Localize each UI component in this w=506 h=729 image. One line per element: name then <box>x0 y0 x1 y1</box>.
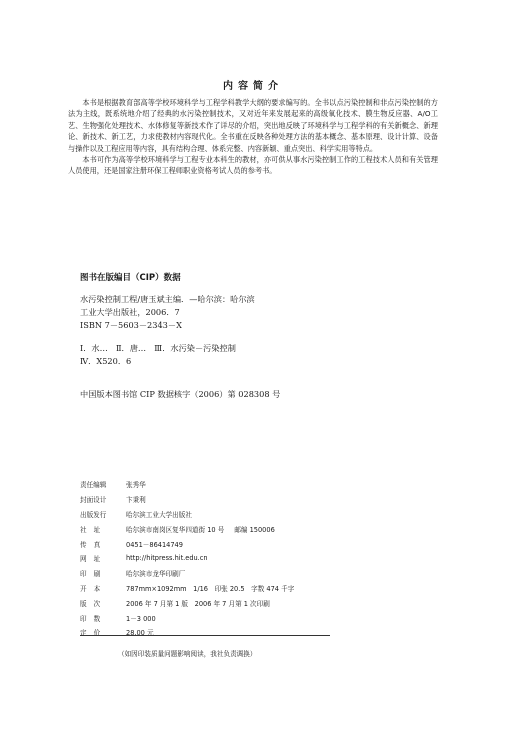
colophon-value: 2006 年 7 月第 1 版 2006 年 7 月第 1 次印刷 <box>126 599 270 608</box>
address: 哈尔滨市南岗区复华四道街 10 号 <box>126 525 225 534</box>
colophon-row <box>80 536 440 551</box>
postcode: 邮编 150006 <box>234 525 275 534</box>
cip-number: 中国版本图书馆 CIP 数据核字（2006）第 028308 号 <box>80 389 281 399</box>
colophon-row <box>80 566 440 581</box>
colophon-label: 社址 <box>80 525 108 534</box>
colophon-label: 开本 <box>80 584 108 593</box>
website-link[interactable]: http://hitpress.hit.edu.cn <box>126 554 208 563</box>
colophon-value: 1－3 000 <box>126 614 156 623</box>
colophon-row <box>80 625 440 640</box>
colophon-value <box>126 524 275 534</box>
intro-body <box>68 97 438 177</box>
cip-classification: Ⅰ．水… Ⅱ．唐… Ⅲ．水污染－污染控制 <box>80 343 236 353</box>
colophon-label: 版次 <box>80 599 108 608</box>
divider-rule <box>80 635 330 636</box>
colophon-row <box>80 507 440 522</box>
colophon-label: 出版发行 <box>80 510 107 519</box>
colophon-value: 0451－86414749 <box>126 540 183 549</box>
colophon-row <box>80 521 440 536</box>
colophon-label: 封面设计 <box>80 496 107 505</box>
cip-classification: Ⅳ．X520．6 <box>80 356 132 366</box>
intro-title: 内容简介 <box>223 81 283 92</box>
colophon-row <box>80 492 440 507</box>
colophon-value: 张秀华 <box>126 481 146 490</box>
colophon-label: 传真 <box>80 540 108 549</box>
colophon-value: 卞秉利 <box>126 496 146 505</box>
cip-line: 工业大学出版社，2006．7 <box>80 307 180 317</box>
colophon-row <box>80 610 440 625</box>
intro-paragraph: 本书可作为高等学校环境科学与工程专业本科生的教材，亦可供从事水污染控制工作的工程技术人员和有关管理人员使用，还是国家注册环保工程师职业资格考试人员的参考书。 <box>68 155 438 176</box>
colophon-label: 责任编辑 <box>80 481 107 490</box>
colophon-value: 哈尔滨市龙华印刷厂 <box>126 570 186 579</box>
colophon-label: 印数 <box>80 614 108 623</box>
cip-line: 水污染控制工程/唐玉斌主编．—哈尔滨：哈尔滨 <box>80 294 255 304</box>
colophon-row <box>80 595 440 610</box>
colophon-label: 定价 <box>80 629 108 638</box>
cip-isbn: ISBN 7－5603－2343－X <box>80 320 182 330</box>
colophon-row <box>80 477 440 492</box>
colophon-row <box>80 551 440 566</box>
colophon-row <box>80 581 440 596</box>
cip-title: 图书在版编目（CIP）数据 <box>80 273 181 283</box>
colophon-value: 哈尔滨工业大学出版社 <box>126 510 192 519</box>
cip-record <box>80 293 440 368</box>
colophon-value: 28.00 元 <box>126 629 154 638</box>
colophon-label: 网址 <box>80 555 108 564</box>
colophon-label: 印刷 <box>80 570 108 579</box>
colophon-value: 787mm×1092mm 1/16 印张 20.5 字数 474 千字 <box>126 584 295 593</box>
quality-notice: （如因印装质量问题影响阅读，我社负责调换） <box>118 650 257 658</box>
colophon <box>80 477 440 640</box>
intro-paragraph: 本书是根据教育部高等学校环境科学与工程学科教学大纲的要求编写的。全书以点污染控制和非点污染控制的方法为主线，既系统地介绍了经典的水污染控制技术，又对近年来发展起来的高级氧化技术、膜生物反应器、A/O工艺、生物强化处理技术、水体修复等新技术作了详尽的介绍，突出地反映了环境科学与工程学科的有关新概念、新理论、新技术、新工艺，力求使教材内容现代化。全书重在反映各种处理方法的基本概念、基本原理、设计计算、设备与操作以及工程应用等内容，具有结构合理、体系完整、内容新颖、重点突出、科学实用等特点。 <box>68 98 438 153</box>
